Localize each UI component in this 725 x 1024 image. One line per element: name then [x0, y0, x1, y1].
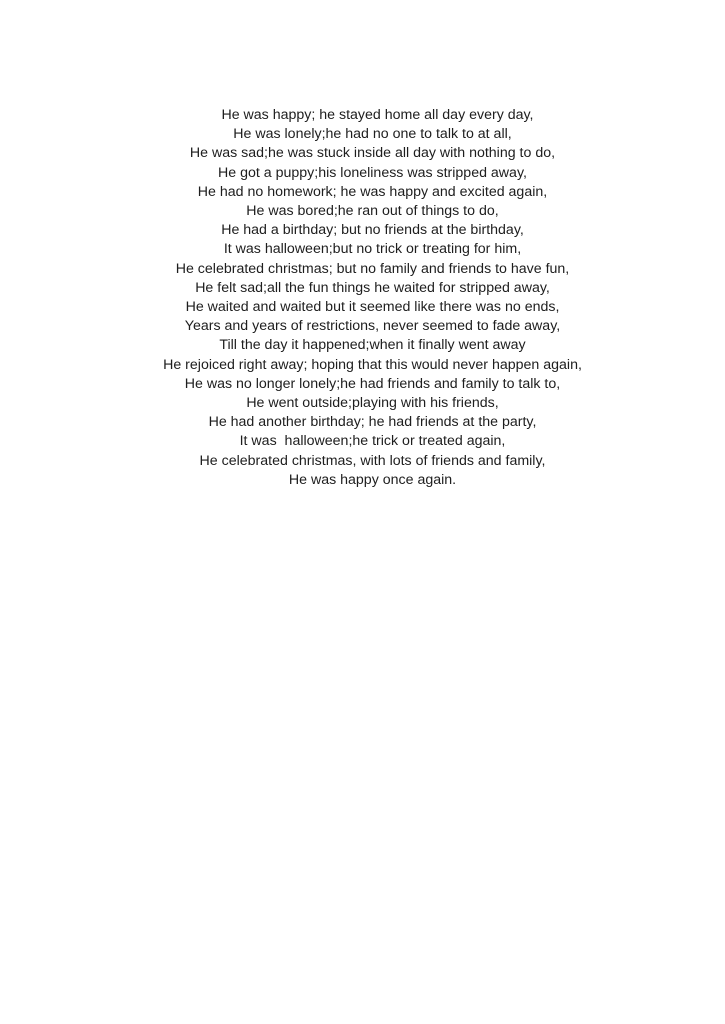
poem-line: Till the day it happened;when it finally went away [219, 337, 526, 354]
poem-text [0, 106, 725, 490]
poem-line: It was halloween;he trick or treated again, [239, 433, 506, 450]
poem-line: He was no longer lonely;he had friends and family to talk to, [184, 375, 561, 392]
poem-line: He got a puppy;his loneliness was stripped away, [218, 164, 527, 181]
poem-line: He celebrated christmas, with lots of friends and family, [199, 452, 546, 469]
poem-line: He was bored;he ran out of things to do, [246, 203, 499, 220]
poem-line: It was halloween;but no trick or treating for him, [223, 241, 522, 258]
poem-line: He rejoiced right away; hoping that this would never happen again, [163, 356, 582, 373]
poem-line: Years and years of restrictions, never seemed to fade away, [184, 318, 561, 335]
poem-line: He was happy once again. [288, 471, 457, 488]
poem-line: He was happy; he stayed home all day every day, [221, 107, 534, 123]
poem-line: He had a birthday; but no friends at the birthday, [221, 222, 524, 239]
poem-line: He went outside;playing with his friends, [246, 395, 499, 412]
poem-line: He was lonely;he had no one to talk to at all, [233, 126, 512, 143]
poem-line: He was sad;he was stuck inside all day with nothing to do, [189, 145, 556, 162]
poem-line: He felt sad;all the fun things he waited for stripped away, [195, 279, 550, 296]
poem-line: He had another birthday; he had friends at the party, [208, 414, 537, 431]
poem-line: He had no homework; he was happy and excited again, [197, 183, 548, 200]
poem-line: He celebrated christmas; but no family and friends to have fun, [175, 260, 570, 277]
poem-line: He waited and waited but it seemed like there was no ends, [185, 299, 560, 316]
